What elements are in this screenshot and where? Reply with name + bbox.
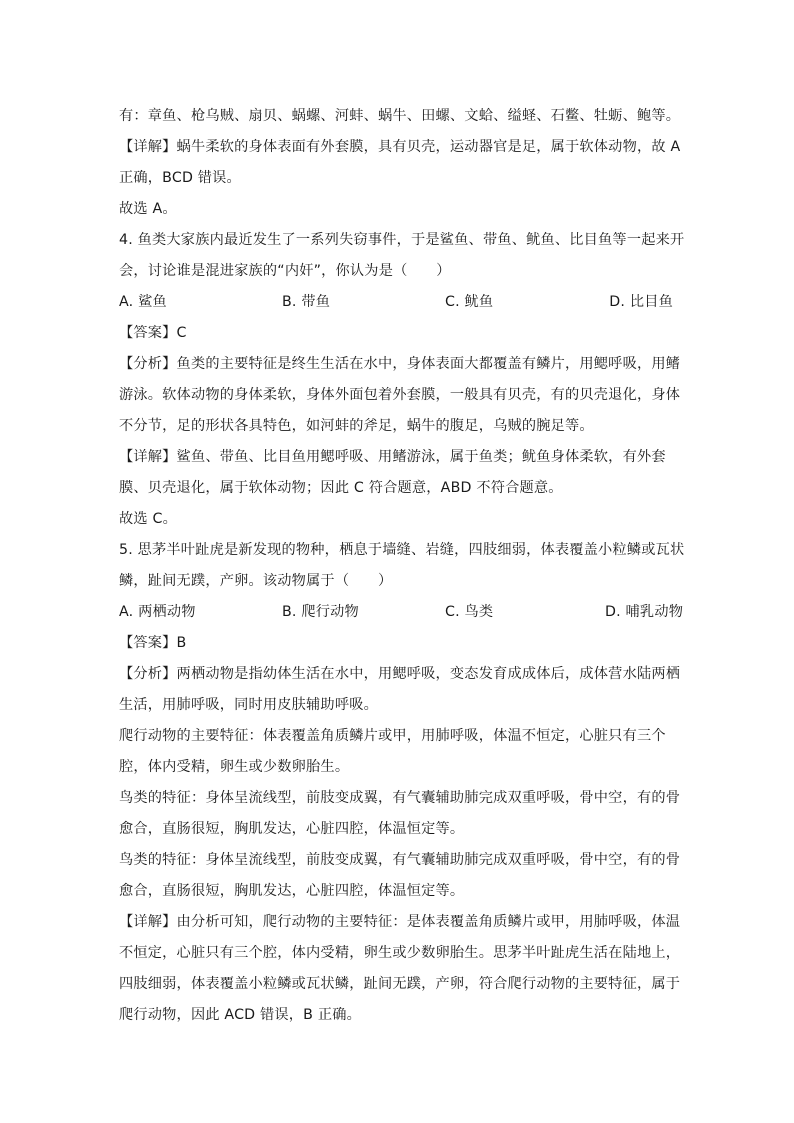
text-line: 爬行动物，因此 ACD 错误，B 正确。 — [119, 1007, 361, 1023]
text-line: 游泳。软体动物的身体柔软，身体外面包着外套膜，一般具有贝壳，有的贝壳退化，身体 — [119, 387, 681, 403]
question-4-stem: 4. 鱼类大家族内最近发生了一系列失窃事件，于是鲨鱼、带鱼、鱿鱼、比目鱼等一起来开 — [119, 232, 685, 248]
text-line: 四肢细弱，体表覆盖小粒鳞或瓦状鳞，趾间无蹼，产卵，符合爬行动物的主要特征，属于 — [119, 976, 681, 992]
text-line: 【详解】由分析可知，爬行动物的主要特征：是体表覆盖角质鳞片或甲，用肺呼吸，体温 — [119, 914, 681, 930]
text-line: 【详解】鲨鱼、带鱼、比目鱼用鳃呼吸、用鳍游泳，属于鱼类；鱿鱼身体柔软，有外套 — [119, 449, 666, 465]
text-line: 腔，体内受精，卵生或少数卵胎生。 — [119, 759, 350, 775]
text-line: 正确，BCD 错误。 — [119, 170, 241, 186]
text-line: 鸟类的特征：身体呈流线型，前肢变成翼，有气囊辅助肺完成双重呼吸，骨中空，有的骨 — [119, 790, 681, 806]
option-b: B. 爬行动物 — [282, 604, 359, 620]
text-line: 故选 C。 — [119, 511, 177, 527]
text-line: 鸟类的特征：身体呈流线型，前肢变成翼，有气囊辅助肺完成双重呼吸，骨中空，有的骨 — [119, 852, 681, 868]
text-line: 【详解】蜗牛柔软的身体表面有外套膜，具有贝壳，运动器官是足，属于软体动物，故 A — [119, 139, 681, 155]
option-c: C. 鱿鱼 — [445, 294, 494, 310]
option-d: D. 比目鱼 — [609, 294, 673, 310]
text-line: 愈合，直肠很短，胸肌发达，心脏四腔，体温恒定等。 — [119, 821, 465, 837]
text-line: 【分析】两栖动物是指幼体生活在水中，用鳃呼吸，变态发育成成体后，成体营水陆两栖 — [119, 666, 681, 682]
answer-line: 【答案】C — [119, 325, 187, 341]
answer-line: 【答案】B — [119, 635, 187, 651]
text-line: 有：章鱼、枪乌贼、扇贝、蜗螺、河蚌、蜗牛、田螺、文蛤、缢蛏、石鳖、牡蛎、鲍等。 — [119, 108, 681, 124]
text-line: 生活，用肺呼吸，同时用皮肤辅助呼吸。 — [119, 697, 378, 713]
option-a: A. 两栖动物 — [119, 604, 196, 620]
text-line: 愈合，直肠很短，胸肌发达，心脏四腔，体温恒定等。 — [119, 883, 465, 899]
question-4-options — [119, 287, 673, 318]
question-5-options — [119, 597, 684, 628]
option-c: C. 鸟类 — [445, 604, 494, 620]
text-line: 故选 A。 — [119, 201, 177, 217]
document-page — [119, 101, 685, 1031]
question-5-stem: 鳞，趾间无蹼，产卵。该动物属于（ ） — [119, 573, 393, 589]
option-d: D. 哺乳动物 — [605, 604, 684, 620]
text-line: 爬行动物的主要特征：体表覆盖角质鳞片或甲，用肺呼吸，体温不恒定，心脏只有三个 — [119, 728, 666, 744]
question-4-stem: 会，讨论谁是混进家族的“内奸”，你认为是（ ） — [119, 263, 451, 279]
text-line: 【分析】鱼类的主要特征是终生生活在水中，身体表面大都覆盖有鳞片，用鳃呼吸，用鳍 — [119, 356, 681, 372]
option-a: A. 鲨鱼 — [119, 294, 167, 310]
text-line: 不分节，足的形状各具特色，如河蚌的斧足，蜗牛的腹足，乌贼的腕足等。 — [119, 418, 594, 434]
text-line: 不恒定，心脏只有三个腔，体内受精，卵生或少数卵胎生。思茅半叶趾虎生活在陆地上， — [119, 945, 681, 961]
text-line: 膜、贝壳退化，属于软体动物；因此 C 符合题意，ABD 不符合题意。 — [119, 480, 563, 496]
option-b: B. 带鱼 — [282, 294, 331, 310]
question-5-stem: 5. 思茅半叶趾虎是新发现的物种，栖息于墙缝、岩缝，四肢细弱，体表覆盖小粒鳞或瓦状 — [119, 542, 685, 558]
